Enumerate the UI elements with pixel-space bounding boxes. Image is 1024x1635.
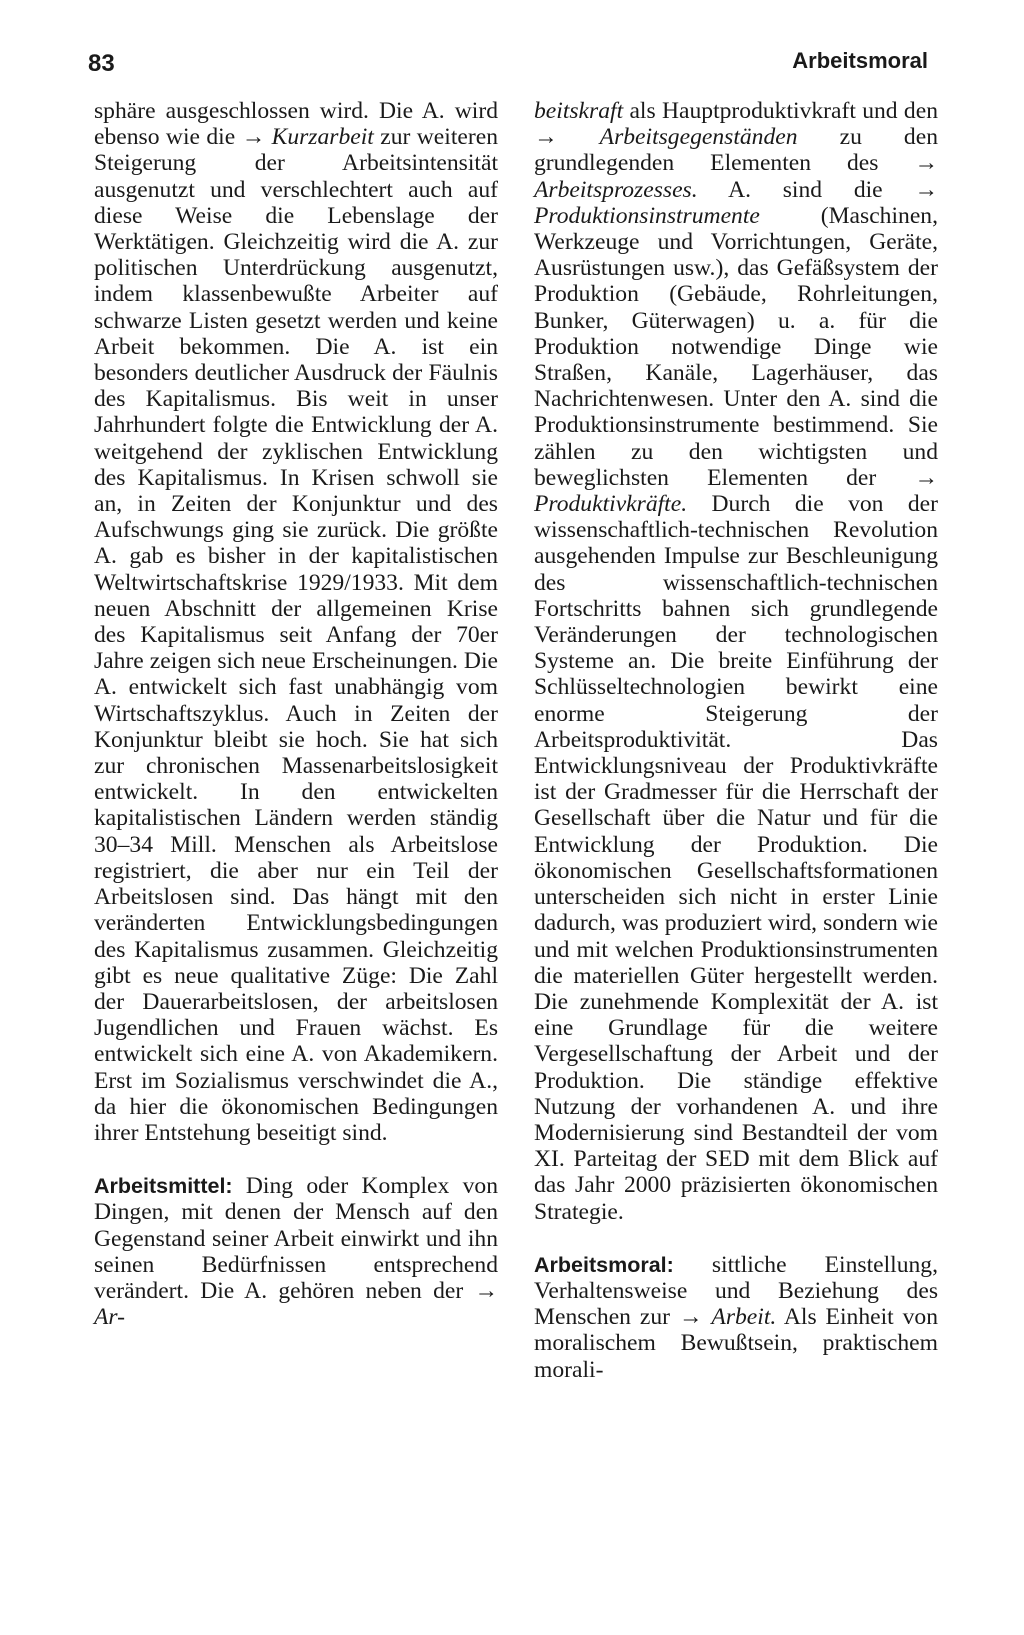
cross-reference-arrow: → (474, 1277, 498, 1304)
text-segment: sittliche Einstellung, Verhaltensweise und Beziehung des Menschen zur (534, 1251, 938, 1331)
cross-reference-arrow: → (914, 464, 938, 491)
page-number: 83 (88, 50, 115, 77)
cross-reference-produktivkraefte: Produktivkräfte. (534, 491, 688, 518)
text-segment: A. sind die (697, 176, 915, 203)
entry-headword: Arbeitsmoral: (534, 1252, 674, 1277)
cross-reference-arbeit: Arbeit. (711, 1304, 777, 1331)
text-segment: als Hauptproduktivkraft und den (623, 98, 938, 124)
text-segment: sphäre ausgeschlossen wird. Die A. wird ebenso wie die (94, 98, 498, 151)
cross-reference-arbeitsprozess: Arbeitsprozesses. (534, 176, 698, 203)
cross-reference-arrow: → (241, 124, 272, 151)
cross-reference-arrow: → (678, 1304, 712, 1331)
cross-reference-arrow: → (914, 176, 938, 203)
right-column (534, 98, 938, 1383)
cross-reference-produktionsinstrumente: Produktionsinstrumente (534, 202, 760, 229)
cross-reference-arrow: → (534, 124, 600, 151)
entry-arbeitsmoral (534, 1252, 938, 1383)
cross-reference-arbeitskraft: Ar- (94, 1304, 125, 1331)
entry-arbeitsmittel (94, 1173, 498, 1330)
paragraph-arbeitsmittel-continued (534, 98, 938, 1225)
running-head: Arbeitsmoral (792, 48, 928, 73)
entry-headword: Arbeitsmittel: (94, 1174, 233, 1199)
cross-reference-arbeitsgegenstaende: Arbeitsgegenständen (599, 124, 798, 151)
paragraph-arbeitslosigkeit-continued (94, 98, 498, 1146)
text-segment: Als Einheit von moralischem Bewußtsein, praktischem morali- (534, 1304, 938, 1383)
text-segment: (Maschinen, Werkzeuge und Vorrichtungen, Geräte, Ausrüstungen usw.), das Gefäßsystem der Produktion (Gebäude, Rohrleitungen, Bunker, Güterwagen) u. a. für die Produktion notwendige Dinge wie Straßen, Kanäle, Lagerhäuser, das Nachrichtenwesen. Unter den A. sind die Produktionsinstrumente bestimmend. Sie zählen zu den wichtigsten und beweglichsten Elementen der (534, 202, 938, 491)
text-segment: Ding oder Komplex von Dingen, mit denen der Mensch auf den Gegenstand seiner Arbeit einwirkt und ihn seinen Bedürfnissen entsprechend verändert. Die A. gehören neben der (94, 1173, 498, 1304)
text-segment: zur weiteren Steigerung der Arbeitsintensität ausgenutzt und verschlechtert auch auf diese Weise die Lebenslage der Werktätigen. Gleichzeitig wird die A. zur politischen Unterdrückung ausgenutzt, indem klassenbewußte Arbeiter auf schwarze Listen gesetzt werden und keine Arbeit bekommen. Die A. ist ein besonders deutlicher Ausdruck der Fäulnis des Kapitalismus. Bis weit in unser Jahrhundert folgte die Entwicklung der A. weitgehend der zyklischen Entwicklung des Kapitalismus. In Krisen schwoll sie an, in Zeiten der Konjunktur und des Aufschwungs ging sie zurück. Die größte A. gab es bisher in der kapitalistischen Weltwirtschaftskrise 1929/1933. Mit dem neuen Abschnitt der allgemeinen Krise des Kapitalismus seit Anfang der 70er Jahre zeigen sich neue Erscheinungen. Die A. entwickelt sich fast unabhängig vom Wirtschaftszyklus. Auch in Zeiten der Konjunktur bleibt sie hoch. Sie hat sich zur chronischen Massenarbeitslosigkeit entwickelt. In den entwickelten kapitalistischen Ländern werden ständig 30–34 Mill. Menschen als Arbeitslose registriert, die aber nur ein Teil der Arbeitslosen sind. Das hängt mit den veränderten Entwicklungsbedingungen des Kapitalismus zusammen. Gleichzeitig gibt es neue qualitative Züge: Die Zahl der Dauerarbeitslosen, der arbeitslosen Jugendlichen und Frauen wächst. Es entwickelt sich eine A. von Akademikern. Erst im Sozialismus verschwindet die A., da hier die ökonomischen Bedingungen ihrer Entstehung beseitigt sind. (94, 124, 498, 1146)
text-segment: Durch die von der wissenschaftlich-technischen Revolution ausgehenden Impulse zur Beschleunigung des wissenschaftlich-technischen Fortschritts bahnen sich grundlegende Veränderungen der technologischen Systeme an. Die breite Einführung der Schlüsseltechnologien bewirkt eine enorme Steigerung der Arbeitsproduktivität. Das Entwicklungsniveau der Produktivkräfte ist der Gradmesser für die Herrschaft der Gesellschaft über die Natur und für die Entwicklung der Produktion. Die ökonomischen Gesellschaftsformationen unterscheiden sich nicht in erster Linie dadurch, was produziert wird, sondern wie und mit welchen Produktionsinstrumenten die materiellen Güter hergestellt werden. Die zunehmende Komplexität der A. ist eine Grundlage für die weitere Vergesellschaftung der Arbeit und der Produktion. Die ständige effektive Nutzung der vorhandenen A. und ihre Modernisierung sind Bestandteil der vom XI. Parteitag der SED mit dem Blick auf das Jahr 2000 präzisierten ökonomischen Strategie. (534, 491, 938, 1225)
cross-reference-arbeitskraft-end: beitskraft (534, 98, 624, 124)
left-column (94, 98, 498, 1330)
text-segment: zu den grundlegenden Elementen des (534, 124, 938, 177)
cross-reference-kurzarbeit: Kurzarbeit (271, 124, 374, 151)
cross-reference-arrow: → (914, 150, 938, 177)
